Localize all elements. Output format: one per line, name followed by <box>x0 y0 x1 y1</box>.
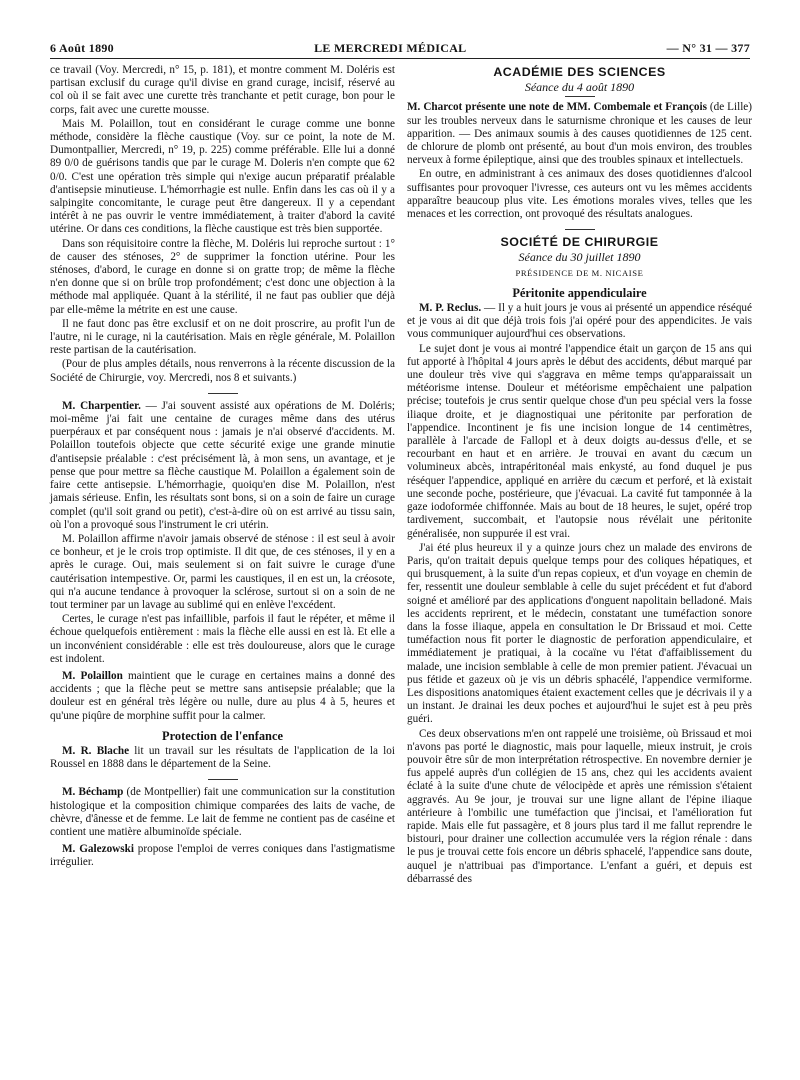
presidency-line: PRÉSIDENCE DE M. NICAISE <box>515 267 644 278</box>
right-column <box>407 64 752 887</box>
speaker-name: M. Charcot présente une note de MM. Combemale et François <box>407 101 707 114</box>
speaker-name: M. P. Reclus. <box>419 302 482 315</box>
paragraph: Il ne faut donc pas être exclusif et on ne doit proscrire, au profit l'un de l'autre, ni le curage, ni la cautérisation. Mais en règle générale, M. Polaillon reste partisan de la cautérisation. <box>50 317 395 357</box>
session-date: Séance du 4 août 1890 <box>524 80 635 95</box>
paragraph: Ces deux observations m'en ont rappelé une troisième, où Brissaud et moi n'avons pas porté le diagnostic, mais pour laquelle, mieux instruit, je crois pouvoir être sûr de mon interprétation rétrospective. En novembre dernier je fus appelé auprès d'un collégien de 15 ans, chez qui les accidents avaient éclaté à la suite d'une chute de vélocipède et après une rémission s'étaient aggravés. Au 9e jour, je trouvai sur une ligne allant de l'épine iliaque antérieure à l'ombilic une tuméfaction que j'incisai, et l'amélioration fut rapide. Mais elle fut passagère, et 8 jours plus tard il me fallut reprendre le bistouri, pour drainer une collection accumulée vers la région rénale : dans le pus je trouvai cette fois encore un débris sphacelé, l'appendice sans doute, auquel je n'attribuai pas d'importance. L'enfant a guéri, et depuis est débarrassé des <box>407 727 752 885</box>
paragraph: M. Béchamp (de Montpellier) fait une communication sur la constitution histologique et la composition chimique comparées des laits de vache, de chèvre, d'ânesse et de femme. Le lait de femme ne contient pas de caséine et contient une matière albuminoïde spéciale. <box>50 786 395 838</box>
separator <box>565 96 595 97</box>
paragraph: Mais M. Polaillon, tout en considérant le curage comme une bonne méthode, considère la flèche caustique (Voy. sur ce point, la note de M. Dumontpallier, Mercredi, n° 19, p. 225) comme préférable. Elle lui a donné 89 0/0 de guérisons tandis que par le curage M. Doleris n'en compte que 62 0/0. C'est une opération très simple qui n'exige aucun préparatif préalable d'antisepsie minutieuse. L'hémorrhagie est nulle. Enfin dans les cas où il y a salpingite concomitante, le curage peut être dangereux. Il y a cependant intérêt à ne pas ouvrir le ventre immédiatement, à traiter d'abord la cavité utérine. Or dans ces conditions, la flèche caustique est très bien supportée. <box>50 117 395 236</box>
header-page-number: — N° 31 — 377 <box>666 41 750 55</box>
paragraph: Dans son réquisitoire contre la flèche, M. Doléris lui reproche surtout : 1° de causer des sténoses, 2° de supprimer la fonction utérine. Pour les sténoses, d'abord, le curage en donne si on gratte trop; de même la flèche n'en donne que si on brûle trop profondément; c'est donc une objection à la méthode mal appliquée. Quant à la stérilité, il ne faut pas oublier que déjà par elle-même la métrite en est une cause. <box>50 237 395 316</box>
paragraph: Certes, le curage n'est pas infaillible, parfois il faut le répéter, et même il échoue quelquefois entièrement : mais la flèche elle aussi en est là. Et elle a un inconvénient considérable : elle est très douloureuse, alors que le curage est indolent. <box>50 613 395 665</box>
paragraph: M. Polaillon affirme n'avoir jamais observé de sténose : il est seul à avoir ce bonheur, et je le crois trop optimiste. Il dit que, de ces sténoses, il y en a après le curage. Oui, mais seulement si on fait suivre le curage d'une cautérisation intempestive. Or, parmi les caustiques, il en est un, la créosote, qui n'a aucune tendance à provoquer la sclérose, surtout si on a soin de ne tout terminer par un lavage au sublimé qui en enlève l'excédent. <box>50 532 395 611</box>
header-rule <box>50 58 750 59</box>
paragraph: (Pour de plus amples détails, nous renverrons à la récente discussion de la Société de Chirurgie, voy. Mercredi, nos 8 et suivants.) <box>50 358 395 384</box>
paragraph: M. Charpentier. — J'ai souvent assisté aux opérations de M. Doléris; moi-même j'ai fait une centaine de curages même dans des utérus puerpéraux et par conséquent nous : jamais je n'ai observé d'accidents. M. Polaillon toutefois objecte que cette sécurité exige une grande minutie d'antisepsie préalable : c'est précisément là, à mon sens, un avantage, et je pense que pour mettre sa flèche caustique M. Polaillon a également soin de faire cette antisepsie. L'hémorrhagie, quoiqu'en dise M. Polaillon, n'est jamais sérieuse. Enfin, les résultats sont bons, si on a soin de faire un curage complet (qu'il soit grand ou petit), c'est-à-dire où on est arrivé au tissu sain, où l'on a provoqué sous l'instrument le cri utérin. <box>50 399 395 531</box>
separator <box>565 229 595 230</box>
separator <box>208 779 238 780</box>
paragraph: M. P. Reclus. — Il y a huit jours je vous ai présenté un appendice réséqué et je vous ai dit que déjà trois fois j'ai opéré pour des appendicites. Je vais vous communiquer aujourd'hui ces observations. <box>407 302 752 341</box>
paragraph: Le sujet dont je vous ai montré l'appendice était un garçon de 15 ans qui fut apporté à l'hôpital 4 jours après le début des accidents, début marqué par une douleur très vive qui s'aggrava en même temps qu'apparaissait un météorisme intense. Douleur et météorisme empêchaient une palpation précise; toutefois je crus sentir quelque chose d'un peu spécial vers la fosse iliaque droite, et je diagnostiquai une péritonite par perforation de l'appendice. Incontinent je fis une incision longue de 14 centimètres, parallèle à l'arcade de Fallopl et à deux doigts au-dessus d'elle, et se recourbant en haut et en arrière. Je trouvai en avant du cæcum un volumineux abcès, intrapéritonéal mais enkysté, au fond duquel je pus réséquer l'appendice, appliqué en arrière du cæcum et perforé, et là existait une seconde poche, postérieure, que j'évacuai. La cavité fut tamponnée à la gaze iodoformée chiffonnée. Mais au bout de 18 heures, le sujet, opéré trop tardivement, succombait, et l'autopsie nous révélait une péritonite généralisée, non suppurée il est vrai. <box>407 342 752 540</box>
paragraph: M. Galezowski propose l'emploi de verres coniques dans l'astigmatisme irrégulier. <box>50 843 395 869</box>
speaker-name: M. R. Blache <box>62 744 130 757</box>
speaker-name: M. Béchamp <box>62 786 124 799</box>
paragraph: En outre, en administrant à ces animaux des doses quotidiennes d'alcool suffisantes pour provoquer l'ivresse, ces auteurs ont vu les mêmes accidents apparaître beaucoup plus vite. Les émotions morales vives, telles que les menaces et les correction, ont provoqué des résultats analogues. <box>407 168 752 221</box>
separator <box>208 393 238 394</box>
paragraph: ce travail (Voy. Mercredi, n° 15, p. 181), et montre comment M. Doléris est partisan exclusif du curage qu'il divise en grand curage, incisif, réservé au col où il se fait avec une curette très tranchante et petit curage, bon pour le corps, fait avec une curette mousse. <box>50 64 395 116</box>
speaker-name: M. Charpentier. <box>62 399 141 412</box>
section-heading-chirurgie: SOCIÉTÉ DE CHIRURGIE <box>500 235 659 250</box>
header-journal-title: LE MERCREDI MÉDICAL <box>314 41 467 55</box>
paragraph: M. Polaillon maintient que le curage en certaines mains a donné des accidents ; que la flèche peut se mettre sans antisepsie préalable; que la douleur est en général très légère ou nulle, dure au plus 4 à 5, heures et qu'une piqûre de morphine suffit pour la calmer. <box>50 669 395 722</box>
section-heading: Protection de l'enfance <box>162 728 283 743</box>
section-heading-peritonite: Péritonite appendiculaire <box>512 285 647 300</box>
speaker-name: M. Galezowski <box>62 843 134 856</box>
session-date: Séance du 30 juillet 1890 <box>518 250 641 265</box>
speaker-name: M. Polaillon <box>62 669 123 682</box>
paragraph: M. R. Blache lit un travail sur les résultats de l'application de la loi Roussel en 1888 dans le département de la Seine. <box>50 744 395 771</box>
header-date: 6 Août 1890 <box>50 41 114 55</box>
paragraph: J'ai été plus heureux il y a quinze jours chez un malade des environs de Paris, qu'on traitait depuis quelque temps pour des coliques hépatiques, et qui brusquement, à la suite d'un repas copieux, et d'un voyage en chemin de fer, ressentit une douleur semblable à celle du sujet précédent et fut d'abord soigné et amélioré par des applications d'onguent napolitain belladoné. Mais les accidents reprirent, et le médecin, constatant une tuméfaction sonore dans la fosse iliaque, appela en consultation le Dr Brissaud et moi. Cette tuméfaction nous fit porter le diagnostic de perforation appendiculaire, et immédiatement je pratiquai, à la cocaïne vu l'état d'affaiblissement du malade, une incision semblable à celle de mon premier patient. J'évacuai un pus fétide et gazeux où je vis un débris sphacélé, l'appendice vermiforme. Les dispositions anatomiques étaient exactement celles que je décrivais il y a un instant. Je drainai les deux poches et aujourd'hui le sujet est à peu près guéri. <box>407 541 752 726</box>
left-column <box>50 64 395 871</box>
paragraph: M. Charcot présente une note de MM. Combemale et François (de Lille) sur les troubles nerveux dans le saturnisme chronique et les causes de leur apparition. — Des animaux soumis à des causes quotidiennes de 125 cent. de chlorure de plomb ont présenté, au bout d'un mois environ, des troubles nerveux à forme épileptique, ainsi que des troubles spinaux et intellectuels. <box>407 101 752 167</box>
page-header <box>50 34 750 56</box>
section-heading-academie: ACADÉMIE DES SCIENCES <box>493 65 666 79</box>
